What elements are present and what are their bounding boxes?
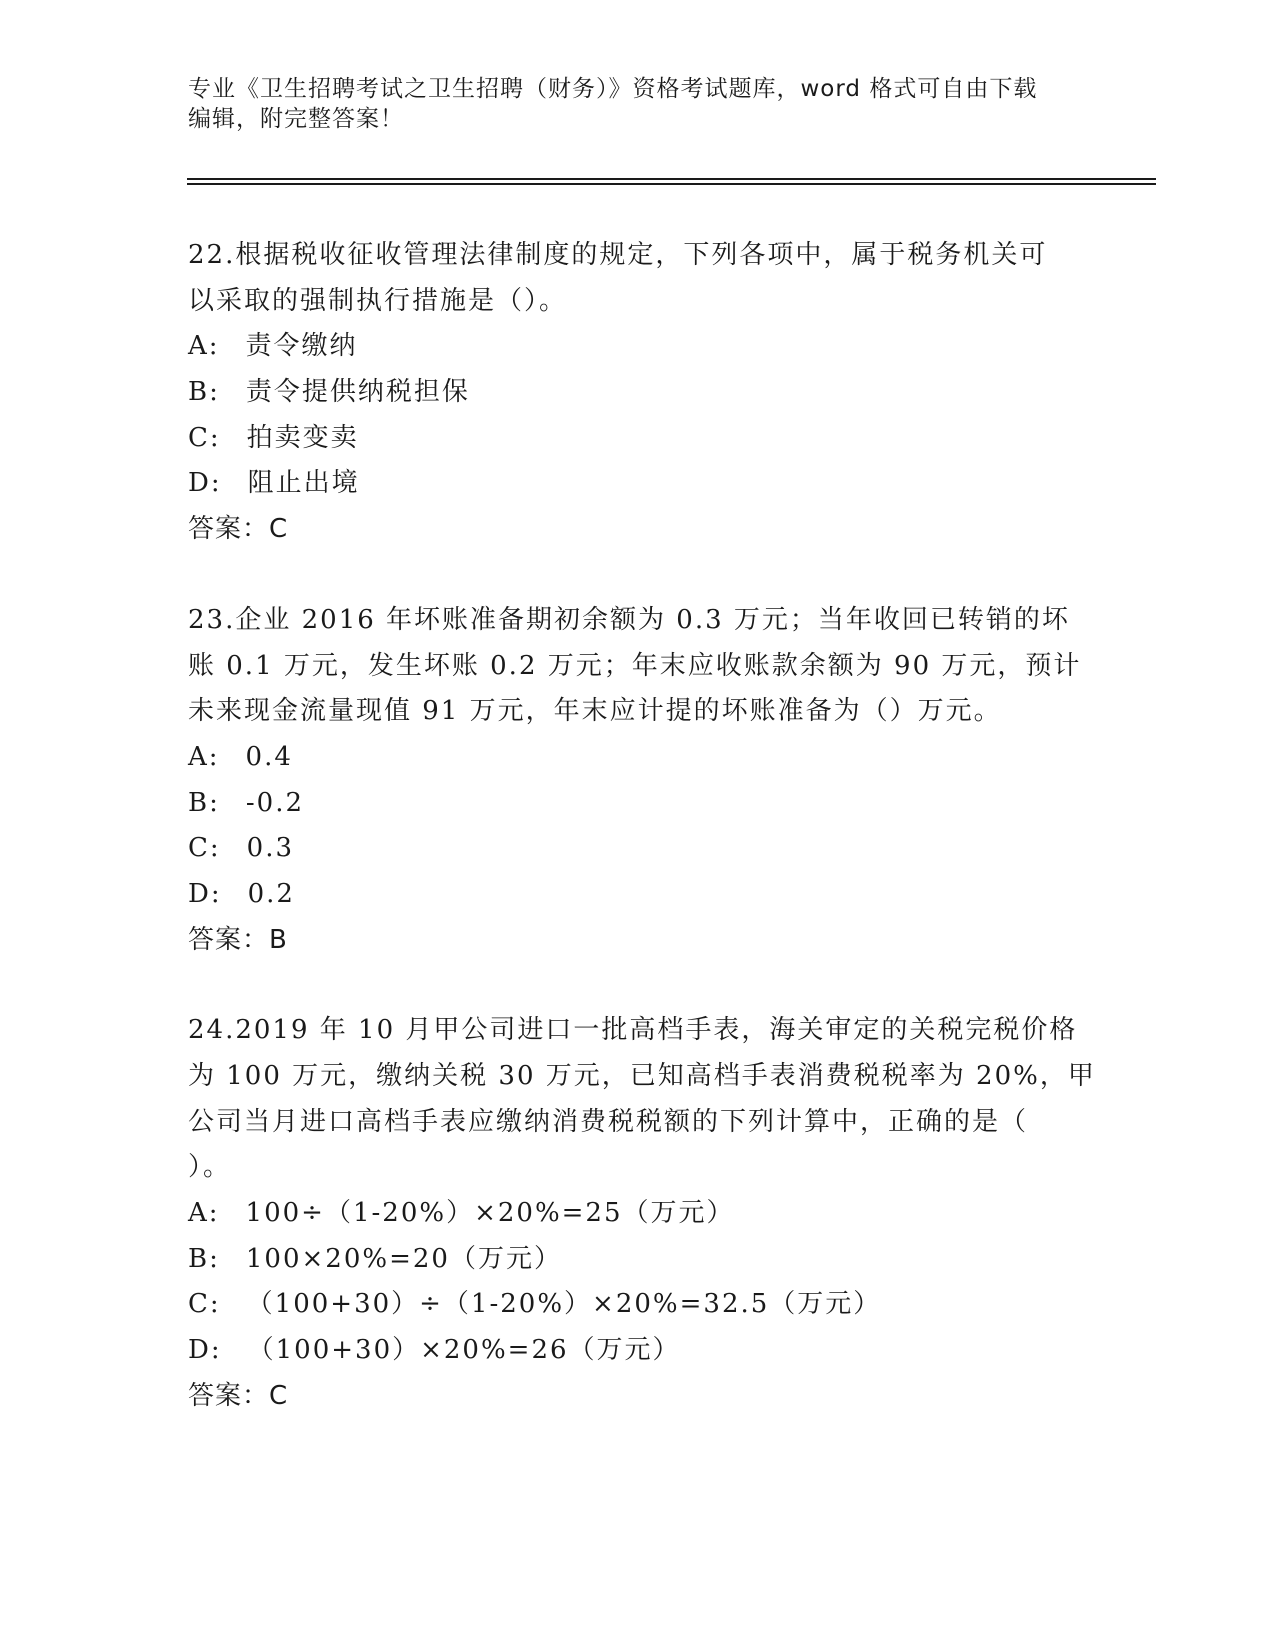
option-letter: D: — [188, 878, 222, 909]
option-letter: C: — [188, 422, 221, 453]
question-text-line: 公司当月进口高档手表应缴纳消费税税额的下列计算中，正确的是（ — [188, 1106, 1029, 1137]
option-d — [188, 1328, 1088, 1374]
option-letter: B: — [188, 1243, 220, 1274]
option-text: （100+30）×20%=26（万元） — [247, 1335, 681, 1366]
option-text: 阻止出境 — [247, 468, 360, 499]
answer-label: 答案：C — [188, 1380, 289, 1411]
option-text: 责令提供纳税担保 — [245, 377, 470, 408]
question-text-line: 22.根据税收征收管理法律制度的规定，下列各项中，属于税务机关可 — [188, 240, 1048, 270]
header-line-1: 专业《卫生招聘考试之卫生招聘（财务）》资格考试题库，word 格式可自由下载 — [188, 76, 1038, 102]
question-text-line: 以采取的强制执行措施是（）。 — [188, 285, 568, 316]
option-b — [188, 1237, 1088, 1283]
question-22 — [188, 233, 1088, 553]
option-text: （100+30）÷（1-20%）×20%=32.5（万元） — [246, 1289, 882, 1320]
question-text-line: ）。 — [188, 1152, 232, 1183]
option-letter: A: — [188, 331, 220, 362]
option-text: -0.2 — [245, 787, 305, 818]
option-letter: B: — [188, 787, 220, 818]
option-text: 0.4 — [245, 741, 293, 772]
option-text: 0.2 — [247, 878, 295, 909]
option-text: 责令缴纳 — [245, 331, 358, 362]
document-header — [188, 74, 1088, 134]
option-letter: A: — [188, 741, 220, 772]
answer-label: 答案：C — [188, 514, 289, 545]
option-letter: A: — [188, 1198, 220, 1229]
option-b — [188, 370, 1088, 416]
question-list — [188, 233, 1096, 1465]
option-text: 0.3 — [246, 833, 295, 864]
header-line-2: 编辑，附完整答案！ — [188, 106, 404, 132]
option-text: 100×20%=20（万元） — [245, 1243, 562, 1274]
question-23 — [188, 598, 1088, 964]
question-text-line: 23.企业 2016 年坏账准备期初余额为 0.3 万元；当年收回已转销的坏 — [188, 604, 1070, 635]
question-24 — [188, 1008, 1096, 1419]
option-letter: B: — [188, 377, 220, 408]
option-c — [188, 416, 1088, 462]
option-letter: C: — [188, 833, 221, 864]
option-a — [188, 1191, 1088, 1237]
question-text-line: 未来现金流量现值 91 万元，年末应计提的坏账准备为（）万元。 — [188, 696, 1002, 727]
option-text: 拍卖变卖 — [246, 422, 359, 453]
option-text: 100÷（1-20%）×20%=25（万元） — [245, 1198, 735, 1229]
option-c — [188, 826, 1088, 872]
header-divider-top — [187, 178, 1156, 180]
question-text-line: 24.2019 年 10 月甲公司进口一批高档手表，海关审定的关税完税价格 — [188, 1015, 1078, 1046]
option-letter: C: — [188, 1289, 221, 1320]
header-divider-bottom — [187, 183, 1156, 185]
question-text-line: 账 0.1 万元，发生坏账 0.2 万元；年末应收账款余额为 90 万元，预计 — [188, 650, 1082, 681]
option-a — [188, 324, 1088, 370]
option-d — [188, 461, 1088, 507]
option-a — [188, 735, 1088, 781]
question-text-line: 为 100 万元，缴纳关税 30 万元，已知高档手表消费税税率为 20%，甲 — [188, 1061, 1096, 1091]
option-c — [188, 1282, 1088, 1328]
option-d — [188, 872, 1088, 918]
option-letter: D: — [188, 1335, 222, 1366]
option-letter: D: — [188, 468, 222, 499]
option-b — [188, 781, 1088, 827]
answer-label: 答案：B — [188, 924, 288, 955]
